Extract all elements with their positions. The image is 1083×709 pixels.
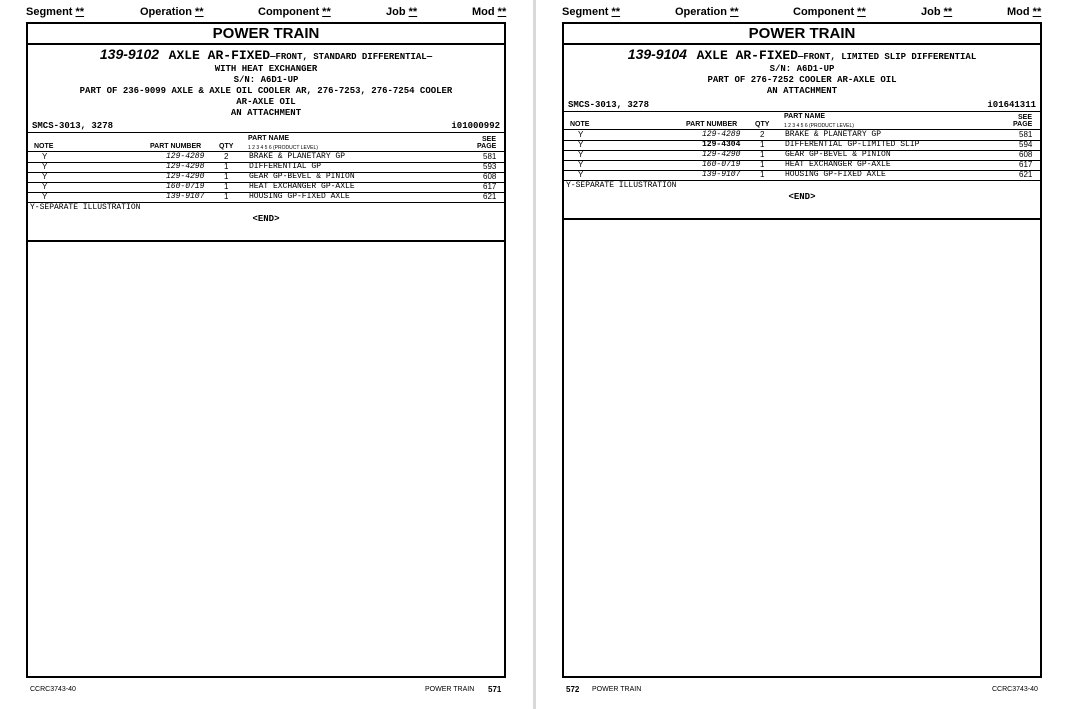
group-heading: 139-9102 AXLE AR-FIXED—FRONT, STANDARD DIFFERENTIAL— WITH HEAT EXCHANGER S/N: A6D1-UP PART OF 236-9099 AXLE & AXLE OIL COOLER AR, 276-7253, 276-7254 COOLER AR-AXLE OIL AN ATTACHMENT: [79, 46, 453, 118]
col-part-number: PART NUMBER: [686, 121, 738, 128]
col-qty: QTY: [219, 143, 234, 150]
footnote: Y-SEPARATE ILLUSTRATION: [30, 203, 141, 212]
footer-page-number: 571: [488, 685, 502, 694]
section-title: POWER TRAIN: [28, 24, 504, 45]
col-note: NOTE: [34, 143, 54, 150]
footer-doc: CCRC3743-40: [992, 686, 1038, 693]
end-marker: <END>: [788, 192, 816, 202]
illustration-id: i01641311: [987, 100, 1036, 110]
table-row[interactable]: Y 129-4289 2 BRAKE & PLANETARY GP 581: [28, 152, 504, 163]
table-row[interactable]: Y 129-4289 2 BRAKE & PLANETARY GP 581: [564, 130, 1040, 141]
segment-label[interactable]: Segment **: [26, 6, 85, 18]
col-qty: QTY: [755, 121, 770, 128]
table-row[interactable]: Y 139-9107 1 HOUSING GP-FIXED AXLE 621: [564, 170, 1040, 181]
col-page: PAGE: [477, 143, 497, 150]
group-part-number: 139-9104: [627, 46, 687, 62]
segment-label[interactable]: Segment **: [562, 6, 621, 18]
component-label[interactable]: Component **: [258, 6, 331, 18]
job-label[interactable]: Job **: [921, 6, 953, 18]
col-part-name: PART NAME: [248, 135, 290, 142]
left-page: [0, 0, 535, 709]
mod-label[interactable]: Mod **: [472, 6, 507, 18]
smcs-code: SMCS-3013, 3278: [32, 121, 114, 131]
content-frame: [562, 22, 1042, 678]
end-marker: <END>: [252, 214, 280, 224]
content-frame: [26, 22, 506, 678]
col-see: SEE: [482, 136, 497, 143]
table-row[interactable]: Y 129-4290 1 GEAR GP-BEVEL & PINION 608: [564, 150, 1040, 161]
table-row[interactable]: Y 160-0719 1 HEAT EXCHANGER GP-AXLE 617: [28, 182, 504, 193]
smcs-code: SMCS-3013, 3278: [568, 100, 650, 110]
footer-page-number: 572: [566, 685, 580, 694]
component-label[interactable]: Component **: [793, 6, 866, 18]
col-product-level: 1 2 3 4 5 6 (PRODUCT LEVEL): [784, 123, 854, 129]
operation-label[interactable]: Operation **: [140, 6, 204, 18]
table-row[interactable]: Y 129-4304 1 DIFFERENTIAL GP-LIMITED SLIP 594: [564, 140, 1040, 151]
footnote: Y-SEPARATE ILLUSTRATION: [566, 181, 677, 190]
header-rule: [564, 111, 1040, 112]
footer-doc: CCRC3743-40: [30, 686, 76, 693]
group-part-number: 139-9102: [99, 46, 160, 62]
table-row[interactable]: Y 139-9107 1 HOUSING GP-FIXED AXLE 621: [28, 192, 504, 203]
col-note: NOTE: [570, 121, 590, 128]
col-page: PAGE: [1013, 121, 1033, 128]
table-row[interactable]: Y 129-4298 1 DIFFERENTIAL GP 593: [28, 162, 504, 173]
col-part-number: PART NUMBER: [150, 143, 202, 150]
operation-label[interactable]: Operation **: [675, 6, 739, 18]
header-rule: [28, 132, 504, 133]
job-label[interactable]: Job **: [386, 6, 418, 18]
col-see: SEE: [1018, 114, 1033, 121]
group-heading: 139-9104 AXLE AR-FIXED—FRONT, LIMITED SLIP DIFFERENTIAL S/N: A6D1-UP PART OF 276-7252 COOLER AR-AXLE OIL AN ATTACHMENT: [627, 46, 977, 96]
col-product-level: 1 2 3 4 5 6 (PRODUCT LEVEL): [248, 145, 318, 151]
section-title: POWER TRAIN: [564, 24, 1040, 45]
col-part-name: PART NAME: [784, 113, 826, 120]
footer-section: POWER TRAIN: [425, 686, 475, 693]
footer-section: POWER TRAIN: [592, 686, 642, 693]
illustration-id: i01000992: [451, 121, 500, 131]
table-row[interactable]: Y 160-0719 1 HEAT EXCHANGER GP-AXLE 617: [564, 160, 1040, 171]
right-page: [536, 0, 1071, 709]
mod-label[interactable]: Mod **: [1007, 6, 1042, 18]
table-row[interactable]: Y 129-4290 1 GEAR GP-BEVEL & PINION 608: [28, 172, 504, 183]
